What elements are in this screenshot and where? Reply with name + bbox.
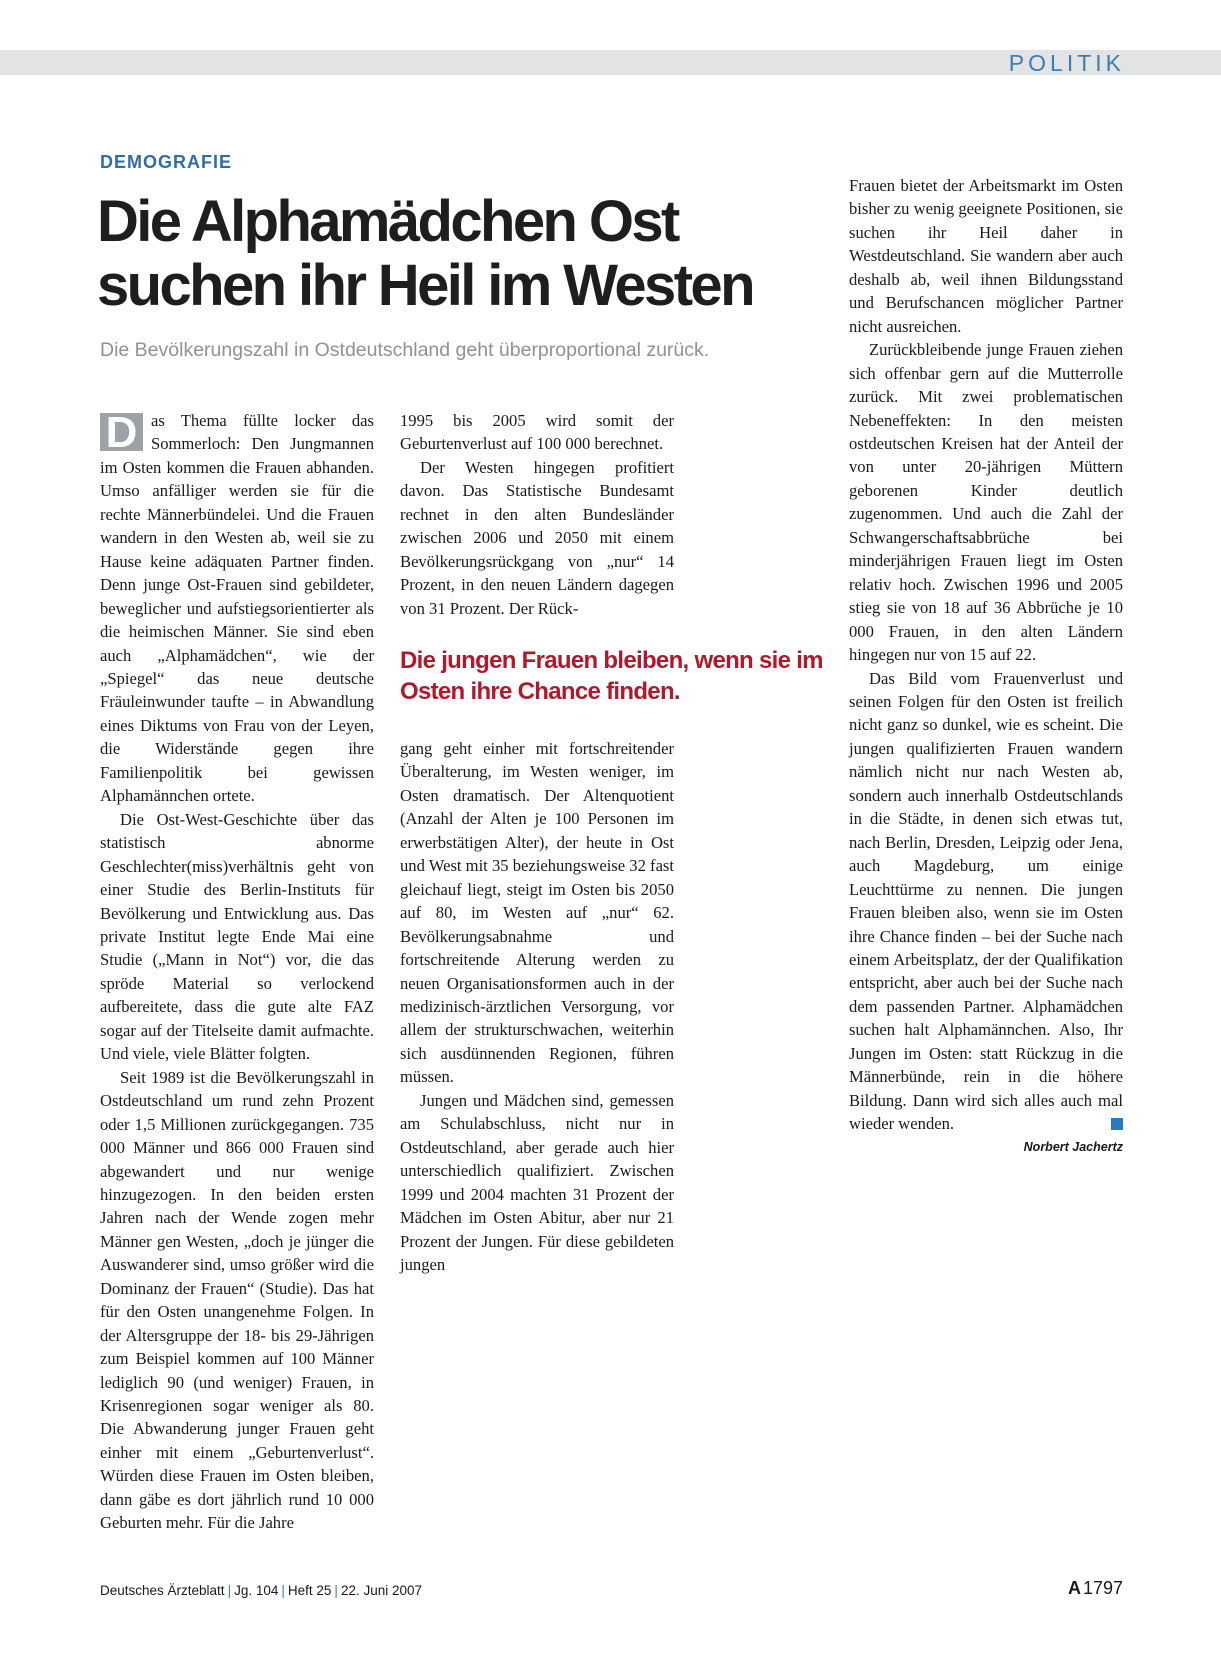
paragraph: [849, 667, 1123, 1136]
footer-publication: Deutsches Ärzteblatt: [100, 1583, 225, 1598]
column-3: [849, 174, 1123, 1158]
page-number: [1068, 1578, 1123, 1599]
section-label: POLITIK: [1008, 50, 1125, 76]
footer-separator: |: [281, 1583, 285, 1598]
column-1: [100, 409, 374, 1535]
paragraph: Frauen bietet der Arbeitsmarkt im Osten bisher zu wenig geeignete Positionen, sie suchen ihr Heil daher in Westdeutschland. Sie wandern aber auch deshalb ab, weil ihnen Bildungsstand und Berufschancen möglicher Partner nicht ausreichen.: [849, 176, 1123, 336]
footer-separator: |: [227, 1583, 232, 1598]
paragraph-text: Das Bild vom Frauenverlust und seinen Folgen für den Osten ist freilich nicht ganz so dunkel, wie es scheint. Die jungen qualifizierten Frauen wandern nämlich nicht nur nach Westen ab, sondern auch innerhalb Ostdeutschlands in die Städte, in denen sich etwas tut, nach Berlin, Dresden, Leipzig oder Jena, auch Magdeburg, um einige Leuchttürme zu nennen. Die jungen Frauen bleiben also, wenn sie im Osten ihre Chance finden – bei der Suche nach einem Arbeitsplatz, der der Qualifikation entspricht, aber auch bei der Suche nach dem passenden Partner. Alphamädchen suchen halt Alphamännchen. Also, Ihr Jungen im Osten: statt Rückzug in die Männerbünde, rein in die höhere Bildung. Dann wird sich alles auch mal wieder wenden.: [849, 668, 1123, 1134]
paragraph: [100, 409, 374, 808]
article-headline: Die Alphamädchen Ost suchen ihr Heil im Westen: [97, 189, 753, 318]
article-kicker: DEMOGRAFIE: [100, 152, 233, 172]
page-number-value: 1797: [1082, 1578, 1123, 1598]
footer-date: 22. Juni 2007: [340, 1583, 423, 1598]
article-subhead: Die Bevölkerungszahl in Ostdeutschland geht überproportional zurück.: [100, 339, 710, 361]
paragraph-text: as Thema füllte locker das Sommerloch: Den Jungmannen im Osten kommen die Frauen abhanden. Umso anfälliger werden sie für die rechte Männerbündelei. Und die Frauen wandern in den Westen ab, weil sie zu Hause keine adäquaten Partner finden. Denn junge Ost-Frauen sind gebildeter, beweglicher und aufstiegsorientierter als die heimischen Männer. Sie sind eben auch „Alphamädchen“, wie der „Spiegel“ das neue deutsche Fräuleinwunder taufte – in Abwandlung eines Diktums von Frau von der Leyen, die Widerstände gegen ihre Familienpolitik bei gewissen Alphamännchen ortete.: [100, 411, 374, 806]
page-footer: [100, 1583, 422, 1598]
paragraph: Jungen und Mädchen sind, gemessen am Schulabschluss, nicht nur in Ostdeutschland, aber gerade auch hier unterschiedlich qualifiziert. Zwischen 1999 und 2004 machten 31 Prozent der Mädchen im Osten Abitur, aber nur 21 Prozent der Jungen. Für diese gebildeten jungen: [400, 1090, 674, 1274]
footer-volume: Jg. 104: [234, 1583, 279, 1598]
paragraph: Die Ost-West-Geschichte über das statistisch abnorme Geschlechter(miss)verhältnis geht von einer Studie des Berlin-Instituts für Bevölkerung und Entwicklung aus. Das private Institut legte Ende Mai eine Studie („Mann in Not“) vor, die das spröde Material so verlockend aufbereitete, dass die gute alte FAZ sogar auf der Titelseite damit aufmachte. Und viele, viele Blätter folgten.: [100, 809, 374, 1064]
column-2-bottom: [400, 737, 674, 1276]
paragraph: Seit 1989 ist die Bevölkerungszahl in Ostdeutschland um rund zehn Prozent oder 1,5 Millionen zurückgegangen. 735 000 Männer und 866 000 Frauen sind abgewandert und nur wenige hinzugezogen. In den beiden ersten Jahren nach der Wende zogen mehr Männer gen Westen, „doch je jünger die Auswanderer sind, umso größer wird die Dominanz der Frauen“ (Studie). Das hat für den Osten unangenehme Folgen. In der Altersgruppe der 18- bis 29-Jährigen zum Beispiel kommen auf 100 Männer lediglich 90 (und weniger) Frauen, in Krisenregionen sogar weniger als 80. Die Abwanderung junger Frauen geht einher mit einem „Geburtenverlust“. Würden diese Frauen im Osten bleiben, dann gäbe es dort jährlich rund 10 000 Geburten mehr. Für die Jahre: [100, 1067, 374, 1533]
footer-issue: Heft 25: [287, 1583, 332, 1598]
footer-separator: |: [334, 1583, 338, 1598]
paragraph: Der Westen hingegen profitiert davon. Das Statistische Bundesamt rechnet in den alten Bundesländer zwischen 2006 und 2050 mit einem Bevölkerungsrückgang von „nur“ 14 Prozent, in den neuen Ländern dagegen von 31 Prozent. Der Rück-: [400, 457, 674, 618]
drop-cap: D: [100, 413, 143, 451]
column-2-top: [400, 409, 674, 620]
end-of-article-square-icon: [1111, 1118, 1123, 1130]
paragraph: Zurückbleibende junge Frauen ziehen sich offenbar gern auf die Mutterrolle zurück. Mit zwei problematischen Nebeneffekten: In den meisten ostdeutschen Kreisen hat der Anteil der von unter 20-jährigen Müttern geborenen Kinder deutlich zugenommen. Und auch die Zahl der Schwangerschaftsabbrüche bei minderjährigen Frauen liegt im Osten relativ hoch. Zwischen 1996 und 2005 stieg sie von 18 auf 36 Abbrüche je 10 000 Frauen, in den alten Ländern hingegen nur von 15 auf 22.: [849, 340, 1123, 665]
paragraph: gang geht einher mit fortschreitender Überalterung, im Westen weniger, im Osten dramatisch. Der Altenquotient (Anzahl der Alten je 100 Personen im erwerbstätigen Alter), der heute in Ost und West mit 35 beziehungsweise 32 fast gleichauf liegt, steigt im Osten bis 2050 auf 80, im Westen auf „nur“ 62. Bevölkerungsabnahme und fortschreitende Alterung werden zu neuen Organisationsformen auch in der medizinisch-ärztlichen Versorgung, vor allem der strukturschwachen, weiterhin sich ausdünnenden Regionen, führen müssen.: [400, 739, 674, 1087]
pull-quote: Die jungen Frauen bleiben, wenn sie im Osten ihre Chance finden.: [400, 647, 823, 705]
paragraph: 1995 bis 2005 wird somit der Geburtenverlust auf 100 000 berechnet.: [400, 411, 674, 454]
page-prefix: A: [1067, 1578, 1081, 1598]
author-byline: Norbert Jachertz: [1023, 1139, 1123, 1154]
